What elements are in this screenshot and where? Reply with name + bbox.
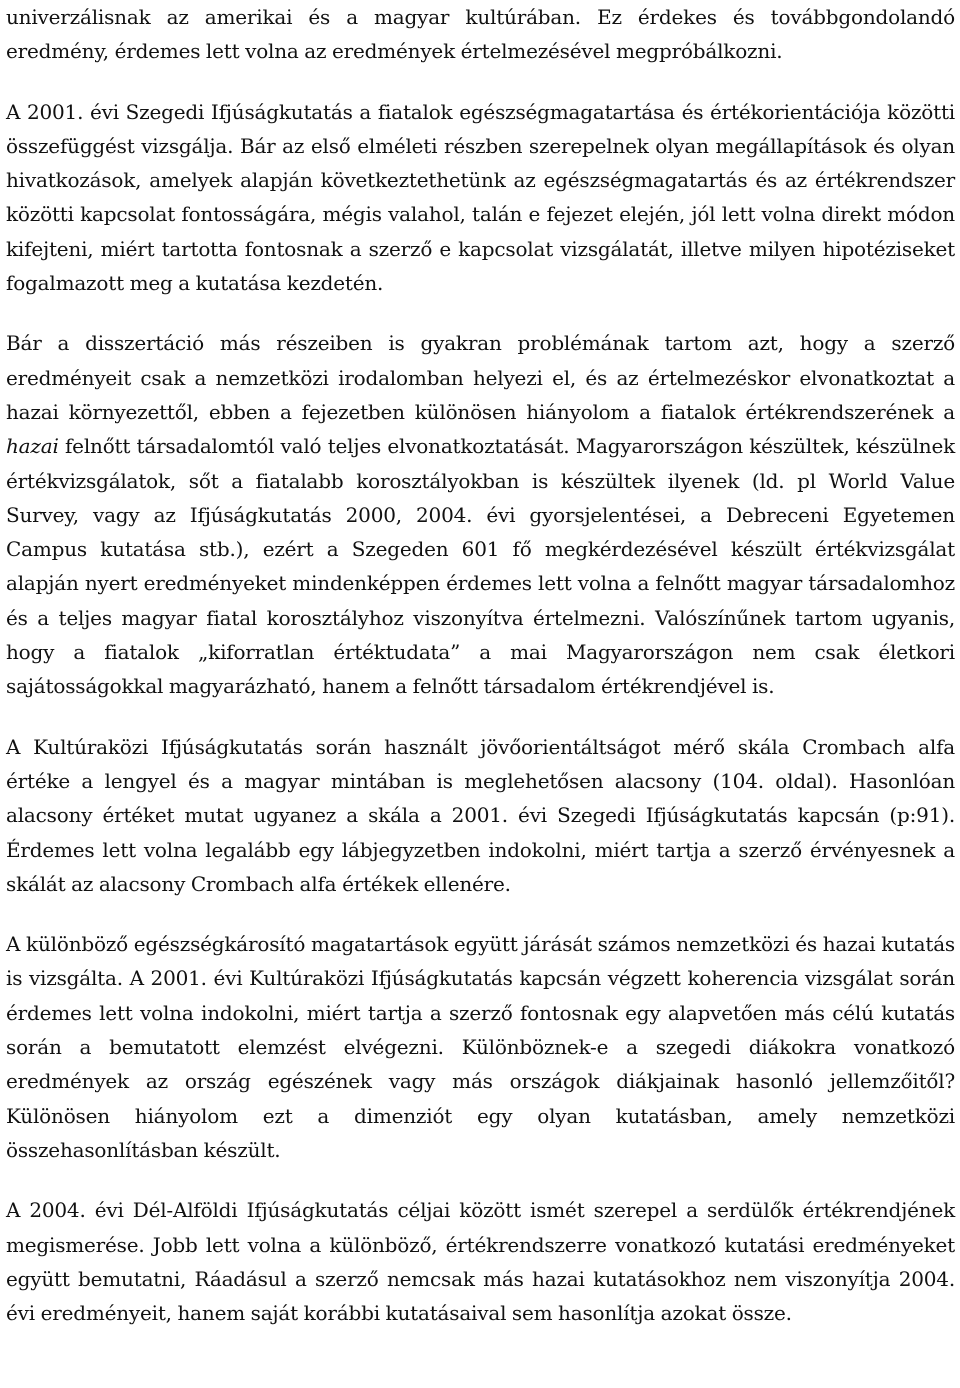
- paragraph-1: univerzálisnak az amerikai és a magyar kultúrában. Ez érdekes és továbbgondolandó eredmény, érdemes lett volna az eredmények értelmezésével megpróbálkozni.: [6, 5, 955, 64]
- paragraph-4: A Kultúraközi Ifjúságkutatás során használt jövőorientáltságot mérő skála Crombach alfa értéke a lengyel és a magyar mintában is meglehetősen alacsony (104. oldal). Hasonlóan alacsony értéket mutat ugyanez a skála a 2001. évi Szegedi Ifjúságkutatás kapcsán (p:91). Érdemes lett volna legalább egy lábjegyzetben indokolni, miért tartja a szerző érvényesnek a skálát az alacsony Crombach alfa értékek ellenére.: [6, 734, 955, 896]
- paragraph-5: A különböző egészségkárosító magatartások együtt járását számos nemzetközi és hazai kutatás is vizsgálta. A 2001. évi Kultúraközi Ifjúságkutatás kapcsán végzett koherencia vizsgálat során érdemes lett volna indokolni, miért tartja a szerző fontosnak egy alapvetően más célú kutatás során a bemutatott elemzést elvégezni. Különböznek-e a szegedi diákokra vonatkozó eredmények az ország egészének vagy más országok diákjainak hasonló jellemzőitől? Különösen hiányolom ezt a dimenziót egy olyan kutatásban, amely nemzetközi összehasonlításban készült.: [6, 932, 955, 1162]
- paragraph-3-text-a: Bár a disszertáció más részeiben is gyakran problémának tartom azt, hogy a szerző eredményeit csak a nemzetközi irodalomban helyezi el, és az értelmezéskor elvonatkoztat a hazai környezettől, ebben a fejezetben különösen hiányolom a fiatalok értékrendszerének a: [6, 331, 955, 424]
- document-page: [6, 0, 955, 1330]
- paragraph-6: A 2004. évi Dél-Alföldi Ifjúságkutatás céljai között ismét szerepel a serdülők értékrendjének megismerése. Jobb lett volna a különböző, értékrendszerre vonatkozó kutatási eredményeket együtt bemutatni, Ráadásul a szerző nemcsak más hazai kutatásokhoz nem viszonyítja 2004. évi eredményeit, hanem saját korábbi kutatásaival sem hasonlítja azokat össze.: [6, 1198, 955, 1326]
- paragraph-3-italic-word: hazai: [6, 434, 59, 459]
- paragraph-3-text-b: felnőtt társadalomtól való teljes elvonatkoztatását. Magyarországon készültek, készülnek értékvizsgálatok, sőt a fiatalabb korosztályokban is készültek ilyenek (ld. pl World Value Survey, vagy az Ifjúságkutatás 2000, 2004. évi gyorsjelentései, a Debreceni Egyetemen Campus kutatása stb.), ezért a Szegeden 601 fő megkérdezésével készült értékvizsgálat alapján nyert eredményeket mindenképpen érdemes lett volna a felnőtt magyar társadalomhoz és a teljes magyar fiatal korosztályhoz viszonyítva értelmezni. Valószínűnek tartom ugyanis, hogy a fiatalok „kiforratlan értéktudata” a mai Magyarországon nem csak életkori sajátosságokkal magyarázható, hanem a felnőtt társadalom értékrendjével is.: [6, 434, 955, 699]
- paragraph-3: [6, 326, 955, 703]
- paragraph-2: A 2001. évi Szegedi Ifjúságkutatás a fiatalok egészségmagatartása és értékorientációja közötti összefüggést vizsgálja. Bár az első elméleti részben szerepelnek olyan megállapítások és olyan hivatkozások, amelyek alapján következtethetünk az egészségmagatartás és az értékrendszer közötti kapcsolat fontosságára, mégis valahol, talán e fejezet elején, jól lett volna direkt módon kifejteni, miért tartotta fontosnak a szerző e kapcsolat vizsgálatát, illetve milyen hipotéziseket fogalmazott meg a kutatása kezdetén.: [6, 99, 955, 296]
